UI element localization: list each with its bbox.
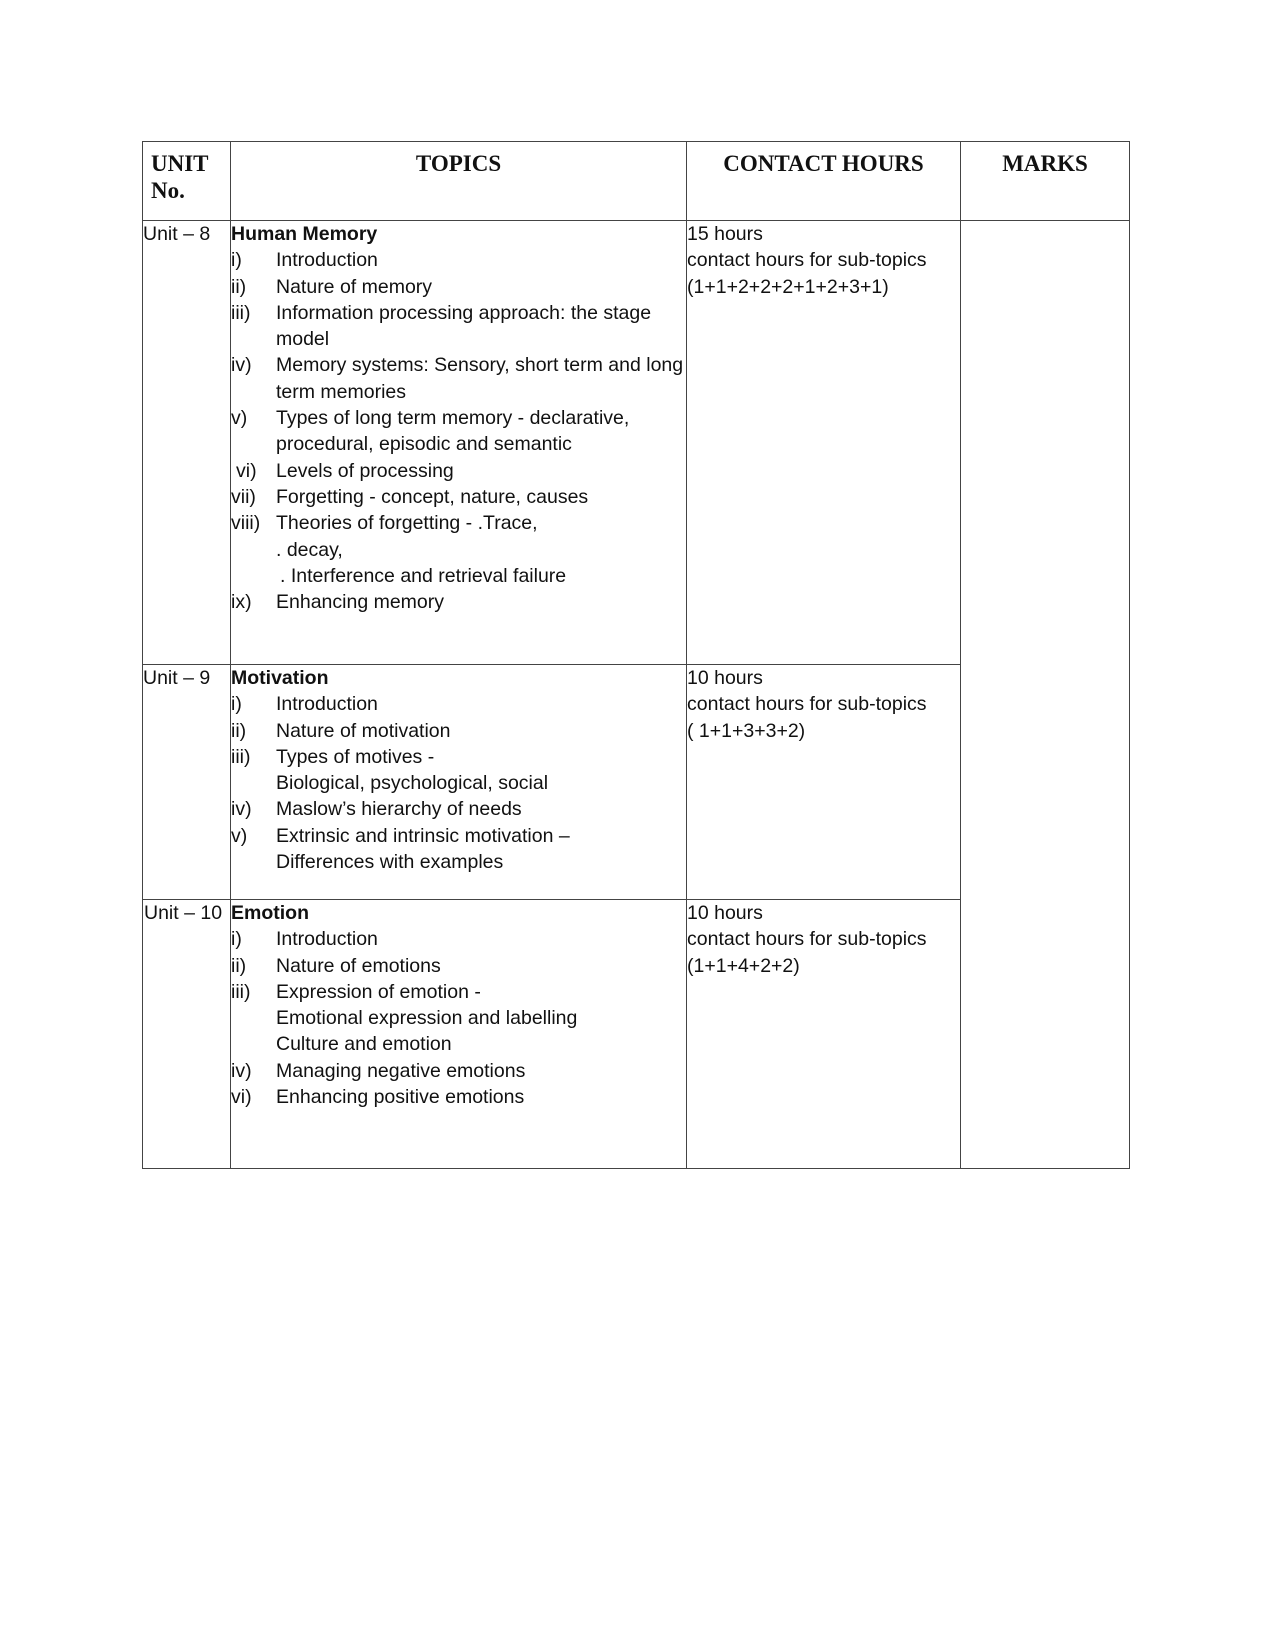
item-number: ii)	[231, 719, 247, 742]
item-number: ii)	[231, 954, 247, 977]
list-subitem: Emotional expression and labelling	[276, 1007, 578, 1030]
list-subitem: . decay,	[276, 538, 343, 561]
item-number: iii)	[231, 980, 251, 1003]
unit-row	[143, 221, 1130, 665]
list-item	[231, 1084, 686, 1110]
item-text: Expression of emotion -	[276, 980, 481, 1003]
header-topics: TOPICS	[231, 142, 687, 221]
item-number: vi)	[236, 459, 257, 482]
hours-total: 15 hours	[687, 223, 763, 245]
list-item	[231, 744, 686, 770]
item-text: Nature of memory	[276, 275, 433, 298]
list-subitem: . Interference and retrieval failure	[280, 564, 567, 587]
list-subitem: Differences with examples	[276, 851, 504, 874]
item-text: Enhancing memory	[276, 591, 444, 614]
topic-title: Emotion	[231, 902, 309, 924]
header-unit-no: UNIT No.	[143, 142, 231, 221]
list-item	[231, 823, 686, 849]
topic-cell	[231, 900, 687, 1169]
list-item	[231, 1058, 686, 1084]
item-number: v)	[231, 407, 248, 430]
hours-breakdown: ( 1+1+3+3+2)	[687, 719, 806, 742]
topic-title: Human Memory	[231, 223, 378, 245]
item-number: vii)	[231, 485, 256, 508]
item-number: iii)	[231, 301, 251, 324]
item-number: v)	[231, 824, 248, 847]
item-number: ii)	[231, 275, 247, 298]
item-text: Introduction	[276, 928, 378, 951]
topic-cell	[231, 221, 687, 665]
item-text: Nature of motivation	[276, 719, 451, 742]
item-number: i)	[231, 249, 242, 272]
list-item	[231, 274, 686, 300]
item-number: vi)	[231, 1086, 252, 1109]
topic-list	[231, 691, 686, 875]
topic-title: Motivation	[231, 667, 329, 689]
item-number: viii)	[231, 512, 261, 535]
list-subitem: Culture and emotion	[276, 1033, 452, 1056]
item-number: ix)	[231, 591, 252, 614]
syllabus-table	[142, 141, 1130, 1169]
list-item	[231, 589, 686, 615]
list-item	[231, 247, 686, 273]
unit-number: Unit – 8	[143, 221, 231, 665]
list-item	[231, 405, 686, 458]
list-item	[231, 352, 686, 405]
hours-total: 10 hours	[687, 902, 763, 924]
item-number: iv)	[231, 798, 252, 821]
item-number: i)	[231, 693, 242, 716]
list-item	[231, 718, 686, 744]
list-item	[231, 691, 686, 717]
list-item	[231, 458, 686, 484]
list-item	[231, 796, 686, 822]
item-text: Theories of forgetting - .Trace,	[276, 512, 538, 535]
header-contact-hours: CONTACT HOURS	[687, 142, 961, 221]
item-text: Maslow’s hierarchy of needs	[276, 798, 522, 821]
topic-cell	[231, 665, 687, 900]
item-text: Types of long term memory - declarative, procedural, episodic and semantic	[276, 407, 630, 456]
unit-number: Unit – 9	[143, 665, 231, 900]
list-item	[231, 300, 686, 353]
list-item	[231, 484, 686, 510]
item-text: Types of motives -	[276, 745, 435, 768]
hours-breakdown: (1+1+4+2+2)	[687, 954, 800, 977]
item-text: Memory systems: Sensory, short term and long term memories	[276, 354, 684, 403]
item-text: Information processing approach: the stage model	[276, 301, 652, 351]
contact-hours-cell	[687, 900, 961, 1169]
item-text: Nature of emotions	[276, 954, 441, 977]
list-item	[231, 926, 686, 952]
header-marks: MARKS	[961, 142, 1130, 221]
list-item	[231, 510, 686, 536]
topic-list	[231, 247, 686, 615]
list-item	[231, 979, 686, 1005]
hours-label: contact hours for sub-topics	[687, 928, 927, 951]
item-text: Introduction	[276, 693, 378, 716]
hours-total: 10 hours	[687, 667, 763, 689]
list-subitem: Biological, psychological, social	[276, 772, 549, 795]
header-row	[143, 142, 1130, 221]
hours-breakdown: (1+1+2+2+2+1+2+3+1)	[687, 275, 889, 298]
hours-label: contact hours for sub-topics	[687, 693, 927, 716]
item-text: Introduction	[276, 249, 378, 272]
item-number: i)	[231, 928, 242, 951]
marks-cell	[961, 221, 1130, 1169]
item-text: Enhancing positive emotions	[276, 1086, 525, 1109]
contact-hours-cell	[687, 665, 961, 900]
item-text: Levels of processing	[276, 459, 454, 482]
list-item	[231, 953, 686, 979]
hours-label: contact hours for sub-topics	[687, 249, 927, 272]
item-number: iv)	[231, 1059, 252, 1082]
item-number: iv)	[231, 354, 252, 377]
item-text: Forgetting - concept, nature, causes	[276, 485, 589, 508]
topic-list	[231, 926, 686, 1110]
unit-number: Unit – 10	[143, 900, 231, 1169]
item-number: iii)	[231, 745, 251, 768]
item-text: Managing negative emotions	[276, 1059, 526, 1082]
contact-hours-cell	[687, 221, 961, 665]
item-text: Extrinsic and intrinsic motivation –	[276, 824, 570, 847]
